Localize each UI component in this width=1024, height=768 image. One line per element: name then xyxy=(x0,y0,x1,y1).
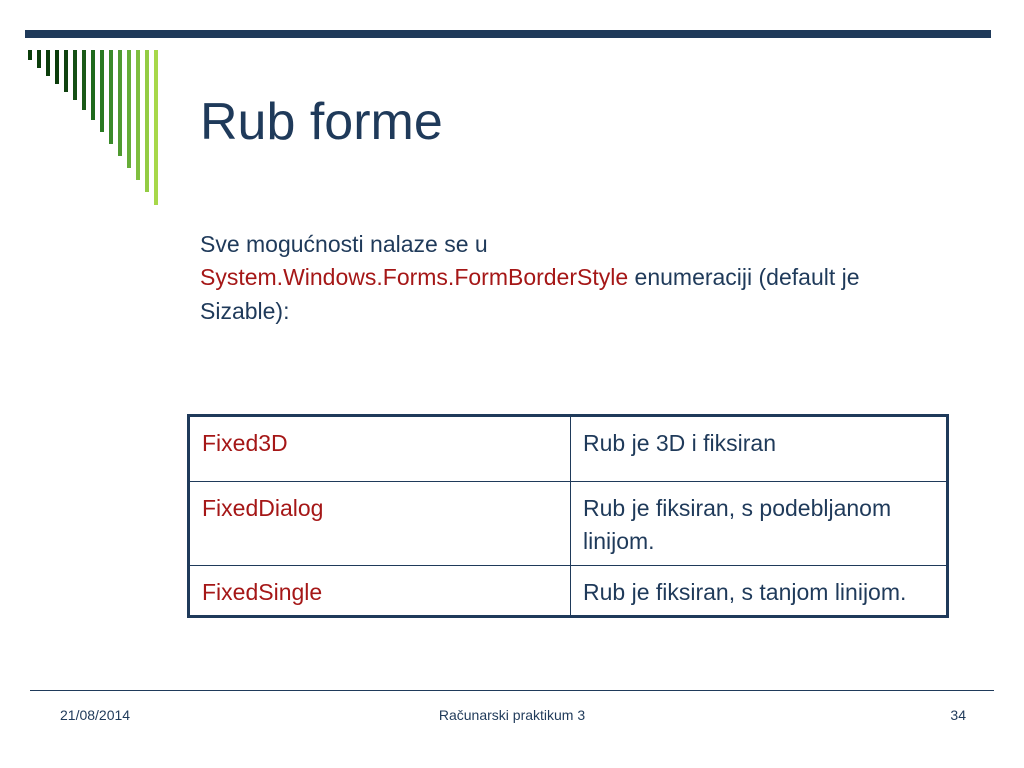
table-row xyxy=(189,416,948,482)
table-row xyxy=(189,565,948,616)
stripe xyxy=(154,50,158,205)
stripe xyxy=(46,50,50,76)
footer-page-number: 34 xyxy=(950,707,966,723)
decorative-stripes xyxy=(0,0,180,220)
description-cell: Rub je fiksiran, s tanjom linijom. xyxy=(571,565,948,616)
description-cell: Rub je fiksiran, s podebljanom linijom. xyxy=(571,482,948,566)
stripe xyxy=(100,50,104,132)
enum-name: System.Windows.Forms.FormBorderStyle xyxy=(200,264,629,291)
footer-course: Računarski praktikum 3 xyxy=(438,707,586,723)
style-name-cell: FixedDialog xyxy=(189,482,571,566)
intro-line-2 xyxy=(200,261,920,328)
table-row xyxy=(189,482,948,566)
style-name-cell: Fixed3D xyxy=(189,416,571,482)
footer-divider xyxy=(30,690,994,691)
stripe xyxy=(136,50,140,180)
stripe xyxy=(145,50,149,192)
stripe xyxy=(37,50,41,68)
stripe xyxy=(73,50,77,100)
stripe xyxy=(82,50,86,110)
style-name-cell: FixedSingle xyxy=(189,565,571,616)
stripe xyxy=(127,50,131,168)
stripe xyxy=(91,50,95,120)
intro-line-2-rest: enumeraciji (default je Sizable): xyxy=(200,264,860,324)
stripe xyxy=(28,50,32,60)
description-cell: Rub je 3D i fiksiran xyxy=(571,416,948,482)
intro-text xyxy=(200,228,920,328)
border-style-table xyxy=(187,414,949,618)
footer-date: 21/08/2014 xyxy=(60,707,131,723)
stripe xyxy=(64,50,68,92)
stripe xyxy=(118,50,122,156)
stripe xyxy=(55,50,59,84)
slide-title: Rub forme xyxy=(200,93,443,151)
stripe xyxy=(109,50,113,144)
intro-line-1: Sve mogućnosti nalaze se u xyxy=(200,231,488,257)
